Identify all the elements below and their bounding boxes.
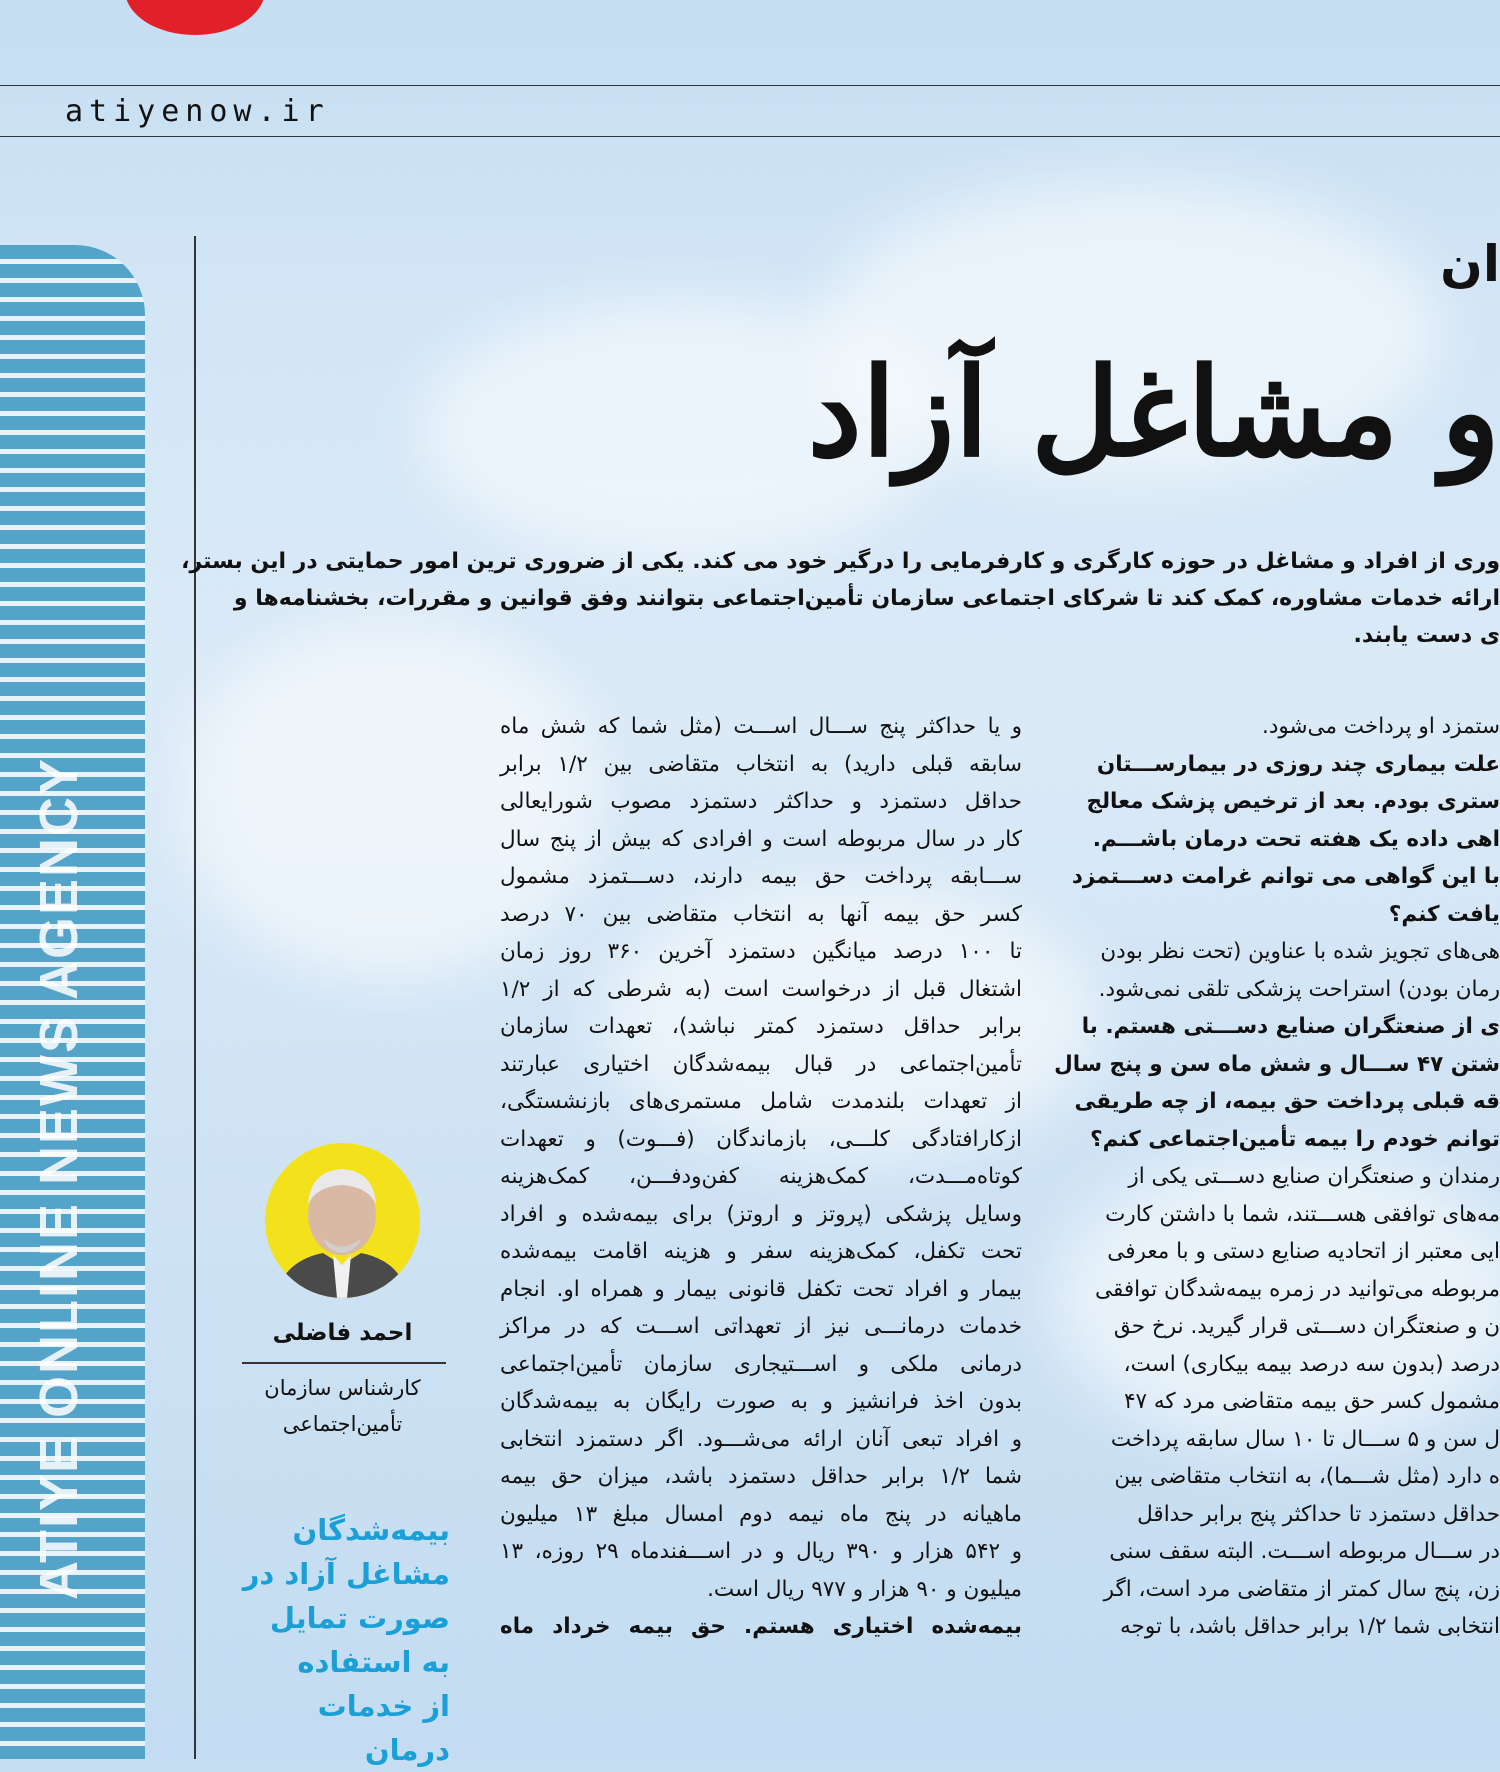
- body-line: ماهیانه در پنج ماه نیمه دوم امسال مبلغ ۱۳ میلیون: [500, 1501, 1022, 1527]
- question-line: اهی داده یک هفته تحت درمان باشـــم.: [1092, 826, 1500, 852]
- body-line: ســـابقه پرداخت حق بیمه دارند، دســـتمزد مشمول: [500, 864, 1022, 889]
- headline-title: و مشاغل آزاد: [807, 340, 1500, 484]
- body-line: مربوطه می‌توانید در زمره بیمه‌شدگان توافقی: [1095, 1276, 1500, 1302]
- body-line: رمندان و صنعتگران صنایع دســـتی یکی از: [1128, 1164, 1500, 1189]
- column-divider: [194, 236, 196, 1759]
- article-column-right: [1054, 708, 1500, 1646]
- body-line: هی‌های تجویز شده با عناوین (تحت نظر بودن: [1100, 939, 1500, 964]
- body-line: اشتغال قبل از درخواست است (به شرطی که از ۱/۲: [500, 976, 1022, 1002]
- author-divider: [242, 1362, 446, 1364]
- body-line: کار در سال مربوطه است و افرادی که بیش از پنج سال: [500, 826, 1022, 852]
- question-line: علت بیماری چند روزی در بیمارســـتان: [1096, 751, 1500, 777]
- question-line: شتن ۴۷ ســـال و شش ماه سن و پنج سال: [1054, 1051, 1500, 1077]
- body-line: وسایل پزشکی (پروتز و اروتز) برای بیمه‌شده و افراد: [500, 1201, 1022, 1227]
- body-line: ن و صنعتگران دســـتی قرار گیرید. نرخ حق: [1113, 1314, 1500, 1339]
- question-line: ی از صنعتگران صنایع دســـتی هستم. با: [1081, 1014, 1500, 1039]
- masthead: [0, 0, 1500, 86]
- body-line: مشمول کسر حق بیمه متقاضی مرد که ۴۷: [1123, 1389, 1500, 1414]
- lead-line: وری از افراد و مشاغل در حوزه کارگری و کارفرمایی را درگیر خود می کند. یکی از ضروری ترین امور حمایتی در این بستر،: [181, 549, 1500, 574]
- question-line: ستری بودم. بعد از ترخیص پزشک معالج: [1086, 789, 1500, 814]
- author-portrait: [265, 1143, 420, 1298]
- body-line: خدمات درمانـــی نیز از تعهداتی اســـت که در مراکز: [500, 1314, 1022, 1339]
- body-line: ستمزد او پرداخت می‌شود.: [1262, 714, 1500, 739]
- lead-line: ی دست یابند.: [1353, 623, 1500, 648]
- body-line: حداقل دستمزد و حداکثر دستمزد مصوب شورایعالی: [500, 789, 1022, 814]
- agency-vertical-text: ATIYE ONLINE NEWS AGENCY: [29, 756, 89, 1600]
- body-line: مه‌های توافقی هســـتند، شما با داشتن کارت: [1105, 1201, 1500, 1227]
- body-line: انتخابی شما ۱/۲ برابر حداقل باشد، با توجه: [1120, 1614, 1500, 1639]
- body-line: در ســـال مربوطه اســـت. البته سقف سنی: [1109, 1539, 1500, 1564]
- site-url[interactable]: atiyenow.ir: [65, 94, 330, 129]
- article-column-middle: [500, 708, 1022, 1646]
- body-line: کوتاه‌مـــدت، کمک‌هزینه کفن‌ودفـــن، کمک‌هزینه: [500, 1164, 1022, 1189]
- body-line: سابقه قبلی دارید) به انتخاب متقاضی بین ۱/۲ برابر: [500, 751, 1022, 777]
- author-photo-icon: [265, 1143, 420, 1298]
- site-url-bar: [0, 86, 1500, 137]
- body-line: ه دارد (مثل شـــما)، به انتخاب متقاضی بین: [1114, 1464, 1500, 1489]
- body-line: و یا حداکثر پنج ســـال اســـت (مثل شما که شش ماه: [500, 714, 1022, 739]
- author-role: [240, 1370, 445, 1442]
- brand-logo: [125, 0, 265, 35]
- body-line: درصد (بدون سه درصد بیمه بیکاری) است،: [1123, 1351, 1500, 1377]
- question-line: بیمه‌شده اختیاری هستم. حق بیمه خرداد ماه: [500, 1614, 1022, 1639]
- body-line: زن، پنج سال کمتر از متقاضی مرد است، اگر: [1103, 1576, 1500, 1602]
- body-line: تأمین‌اجتماعی در قبال بیمه‌شدگان اختیاری عبارتند: [500, 1051, 1022, 1077]
- question-line: یافت کنم؟: [1388, 901, 1500, 927]
- body-line: از تعهدات بلندمدت شامل مستمری‌های بازنشستگی،: [500, 1089, 1022, 1114]
- body-line: ایی معتبر از اتحادیه صنایع دستی و با معرفی: [1107, 1239, 1500, 1264]
- body-line: و ۵۴۲ هزار و ۳۹۰ ریال و در اســـفندماه ۲۹ روزه، ۱۳: [500, 1539, 1022, 1564]
- body-line: تا ۱۰۰ درصد میانگین دستمزد آخرین ۳۶۰ روز زمان: [500, 939, 1022, 964]
- body-line: رمان بودن) استراحت پزشکی تلقی نمی‌شود.: [1098, 976, 1500, 1002]
- headline-kicker: ان: [1440, 235, 1500, 293]
- pull-quote-line: درمان: [364, 1733, 450, 1767]
- pull-quote-line: مشاغل آزاد در: [242, 1557, 450, 1591]
- body-line: و افراد تبعی آنان ارائه می‌شـــود. اگر دستمزد انتخابی: [500, 1426, 1022, 1452]
- pull-quote-line: بیمه‌شدگان: [292, 1513, 450, 1547]
- author-name: احمد فاضلی: [272, 1320, 413, 1346]
- pull-quote-line: صورت تمایل: [269, 1601, 450, 1635]
- lead-paragraph: [181, 543, 1500, 654]
- author-role-line: کارشناس سازمان: [264, 1376, 421, 1400]
- body-line: میلیون و ۹۰ هزار و ۹۷۷ ریال است.: [707, 1576, 1022, 1602]
- body-line: برابر حداقل دستمزد کمتر نباشد)، تعهدات سازمان: [500, 1014, 1022, 1039]
- question-line: توانم خودم را بیمه تأمین‌اجتماعی کنم؟: [1090, 1126, 1500, 1152]
- body-line: بدون اخذ فرانشیز و به صورت رایگان به بیمه‌شدگان: [500, 1389, 1022, 1414]
- pull-quote: [230, 1508, 450, 1772]
- pull-quote-line: از خدمات: [317, 1689, 450, 1723]
- author-role-line: تأمین‌اجتماعی: [282, 1412, 403, 1436]
- question-line: با این گواهی می توانم غرامت دســـتمزد: [1071, 864, 1500, 889]
- body-line: ل سن و ۵ ســـال تا ۱۰ سال سابقه پرداخت: [1110, 1426, 1500, 1452]
- body-line: ازکارافتادگی کلـــی، بازماندگان (فـــوت) و تعهدات: [500, 1126, 1022, 1152]
- body-line: بیمار و افراد تحت تکفل قانونی بیمار و همراه او. انجام: [500, 1276, 1022, 1302]
- lead-line: ارائه خدمات مشاوره، کمک کند تا شرکای اجتماعی سازمان تأمین‌اجتماعی بتوانند وفق قوانین و مقررات، بخشنامه‌ها و: [233, 586, 1500, 611]
- body-line: درمانی ملکی و اســـتیجاری سازمان تأمین‌اجتماعی: [500, 1351, 1022, 1377]
- body-line: تحت تکفل، کمک‌هزینه سفر و هزینه اقامت بیمه‌شده: [500, 1239, 1022, 1264]
- body-line: شما ۱/۲ برابر حداقل دستمزد باشد، میزان حق بیمه: [500, 1464, 1022, 1489]
- pull-quote-line: به استفاده: [297, 1645, 450, 1679]
- question-line: قه قبلی پرداخت حق بیمه، از چه طریقی: [1074, 1089, 1500, 1114]
- body-line: کسر حق بیمه آنها به انتخاب متقاضی بین ۷۰ درصد: [500, 901, 1022, 927]
- body-line: حداقل دستمزد تا حداکثر پنج برابر حداقل: [1137, 1501, 1500, 1527]
